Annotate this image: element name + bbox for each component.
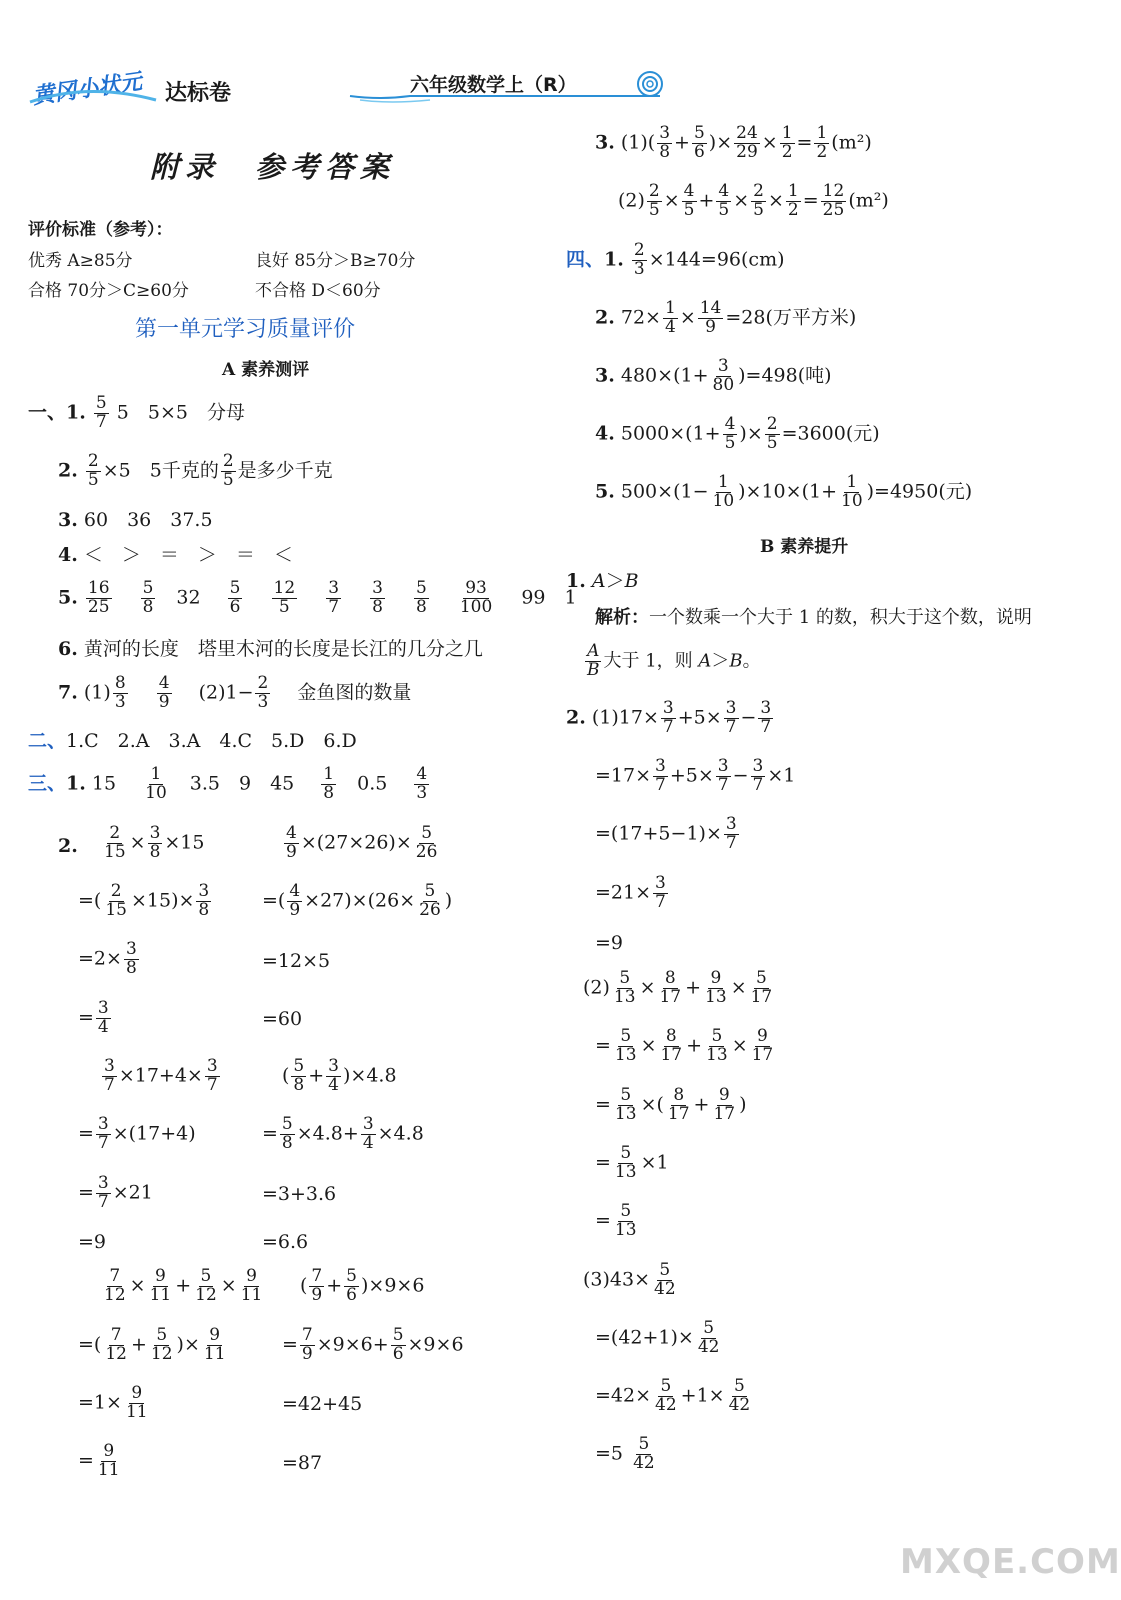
- answer-b-2-10: = $\frac{5}{13}$: [595, 1201, 637, 1240]
- section-4-label: 四、: [566, 248, 605, 271]
- answer-b-2-14: =5 $\frac{5}{42}$: [595, 1434, 655, 1473]
- calc-e-3: =1× $\frac{9}{11}$: [78, 1383, 148, 1422]
- calc-e-4: = $\frac{9}{11}$: [78, 1441, 120, 1480]
- answer-1-4: 4. ＜ ＞ ＝ ＞ ＝ ＜: [58, 544, 293, 566]
- criteria-good: 良好 85分＞B≥70分: [255, 251, 416, 271]
- criteria-pass: 合格 70分＞C≥60分: [28, 281, 189, 301]
- calc-d-3: =3+3.6: [262, 1183, 337, 1205]
- answer-3-1: 三、1. 15 $\frac{1}{10}$ 3.5 9 45 $\frac{1}{8}$ 0.5 $\frac{4}{3}$: [28, 764, 428, 803]
- answer-3-3-1: 3. (1)( $\frac{3}{8}$ + $\frac{5}{6}$ )× $\frac{24}{29}$ × $\frac{1}{2}$ = $\frac{1}{2}$ (m²): [595, 123, 872, 162]
- calc-a-3: =2× $\frac{3}{8}$: [78, 939, 137, 978]
- calc-e-2: =( $\frac{7}{12}$ + $\frac{5}{12}$ )× $\frac{9}{11}$: [78, 1325, 226, 1364]
- calc-b-4: =60: [262, 1008, 303, 1030]
- answer-b-2-7: = $\frac{5}{13}$ × $\frac{8}{17}$ + $\frac{5}{13}$ × $\frac{9}{17}$: [595, 1026, 774, 1065]
- calc-a-2: =( $\frac{2}{15}$ ×15)× $\frac{3}{8}$: [78, 881, 210, 920]
- answer-1-6: 6. 黄河的长度 塔里木河的长度是长江的几分之几: [58, 638, 483, 660]
- calc-c-4: =9: [78, 1231, 107, 1253]
- answer-1-5: 5. $\frac{16}{25}$ $\frac{5}{8}$ 32 $\frac{5}{6}$ $\frac{12}{5}$ $\frac{3}{7}$ $\frac{3}{8}$ $\frac{5}{8}$ $\frac{93}{100}$ 99 1: [58, 578, 577, 617]
- answer-b-2-2: =17× $\frac{3}{7}$ +5× $\frac{3}{7}$ − $\frac{3}{7}$ ×1: [595, 756, 796, 795]
- answer-4-2: 2. 72× $\frac{1}{4}$ × $\frac{14}{9}$ =28(万平方米): [595, 298, 857, 337]
- answer-4-4: 4. 5000×(1+ $\frac{4}{5}$ )× $\frac{2}{5}$ =3600(元): [595, 414, 880, 453]
- answer-3-3-2: (2) $\frac{2}{5}$ × $\frac{4}{5}$ + $\frac{4}{5}$ × $\frac{2}{5}$ × $\frac{1}{2}$ = $\frac{12}{25}$ (m²): [618, 181, 889, 220]
- answer-b-2-4: =21× $\frac{3}{7}$: [595, 873, 666, 912]
- calc-d-2: = $\frac{5}{8}$ ×4.8+ $\frac{3}{4}$ ×4.8: [262, 1114, 424, 1153]
- answer-1-3: 3. 60 36 37.5: [58, 509, 213, 531]
- answer-b-1-analysis-2: $\frac{A}{B}$ 大于 1，则 A＞B。: [587, 641, 761, 680]
- answer-b-1: 1. A＞B: [566, 570, 639, 592]
- answer-b-2-8: = $\frac{5}{13}$ ×( $\frac{8}{17}$ + $\frac{9}{17}$ ): [595, 1085, 747, 1124]
- calc-b-3: =12×5: [262, 950, 331, 972]
- part-a-title: A 素养测评: [222, 360, 310, 380]
- answer-4-1: 四、1. $\frac{2}{3}$ ×144=96(cm): [566, 240, 785, 279]
- calc-a-4: = $\frac{3}{4}$: [78, 998, 109, 1037]
- book-title: 达标卷: [165, 81, 232, 106]
- section-1-label: 一、: [28, 401, 67, 424]
- calc-e-1: $\frac{7}{12}$ × $\frac{9}{11}$ + $\frac{5}{12}$ × $\frac{9}{11}$: [104, 1266, 263, 1305]
- calc-c-2: = $\frac{3}{7}$ ×(17+4): [78, 1114, 196, 1153]
- answer-b-2-11: (3)43× $\frac{5}{42}$: [583, 1260, 676, 1299]
- calc-b-1: $\frac{4}{9}$ ×(27×26)× $\frac{5}{26}$: [286, 823, 438, 862]
- section-2-label: 二、: [28, 730, 67, 752]
- subject-title: 六年级数学上（R）: [410, 74, 577, 96]
- calc-b-2: =( $\frac{4}{9}$ ×27)×(26× $\frac{5}{26}$ ): [262, 881, 453, 920]
- section-3-label: 三、: [28, 772, 67, 795]
- answer-1-1: 一、1. $\frac{5}{7}$ 5 5×5 分母: [28, 393, 245, 432]
- answer-4-5: 5. 500×(1− $\frac{1}{10}$ )×10×(1+ $\frac{1}{10}$ )=4950(元): [595, 472, 973, 511]
- answer-1-2: 2. $\frac{2}{5}$ ×5 5千克的 $\frac{2}{5}$ 是多少千克: [58, 451, 333, 490]
- calc-f-1: ( $\frac{7}{9}$ + $\frac{5}{6}$ )×9×6: [300, 1266, 425, 1305]
- calc-c-3: = $\frac{3}{7}$ ×21: [78, 1173, 153, 1212]
- criteria-heading: 评价标准（参考）：: [28, 220, 173, 240]
- part-b-title: B 素养提升: [760, 537, 849, 557]
- watermark: MXQE.COM: [900, 1542, 1121, 1582]
- answer-2: 二、1.C 2.A 3.A 4.C 5.D 6.D: [28, 730, 357, 752]
- calc-a-1: $\frac{2}{15}$ × $\frac{3}{8}$ ×15: [104, 823, 205, 862]
- answer-b-2-12: =(42+1)× $\frac{5}{42}$: [595, 1318, 720, 1357]
- answer-3-2-label: 2.: [58, 835, 78, 857]
- criteria-fail: 不合格 D＜60分: [255, 281, 381, 301]
- calc-f-4: =87: [282, 1452, 323, 1474]
- calc-d-4: =6.6: [262, 1231, 309, 1253]
- page-title: 附录 参考答案: [150, 150, 396, 184]
- unit-title: 第一单元学习质量评价: [135, 317, 356, 342]
- brand-logo: 黄冈小状元: [31, 69, 144, 110]
- calc-f-3: =42+45: [282, 1393, 363, 1415]
- answer-b-2-9: = $\frac{5}{13}$ ×1: [595, 1143, 669, 1182]
- answer-b-2-3: =(17+5−1)× $\frac{3}{7}$: [595, 814, 737, 853]
- criteria-excellent: 优秀 A≥85分: [28, 251, 133, 271]
- logo-swoosh: [28, 86, 158, 108]
- answer-b-2-6: (2) $\frac{5}{13}$ × $\frac{8}{17}$ + $\frac{9}{13}$ × $\frac{5}{17}$: [583, 968, 773, 1007]
- answer-b-1-analysis: 解析：一个数乘一个大于 1 的数，积大于这个数，说明: [595, 607, 1032, 628]
- calc-d-1: ( $\frac{5}{8}$ + $\frac{3}{4}$ )×4.8: [282, 1056, 397, 1095]
- answer-b-2-1: 2. (1)17× $\frac{3}{7}$ +5× $\frac{3}{7}$ − $\frac{3}{7}$: [566, 698, 772, 737]
- calc-f-2: = $\frac{7}{9}$ ×9×6+ $\frac{5}{6}$ ×9×6: [282, 1325, 464, 1364]
- calc-c-1: $\frac{3}{7}$ ×17+4× $\frac{3}{7}$: [104, 1056, 218, 1095]
- answer-4-3: 3. 480×(1+ $\frac{3}{80}$ )=498(吨): [595, 356, 832, 395]
- answer-b-2-5: =9: [595, 932, 624, 954]
- answer-1-7: 7. (1) $\frac{8}{3}$ $\frac{4}{9}$ (2)1− $\frac{2}{3}$ 金鱼图的数量: [58, 673, 412, 712]
- answer-b-2-13: =42× $\frac{5}{42}$ +1× $\frac{5}{42}$: [595, 1376, 751, 1415]
